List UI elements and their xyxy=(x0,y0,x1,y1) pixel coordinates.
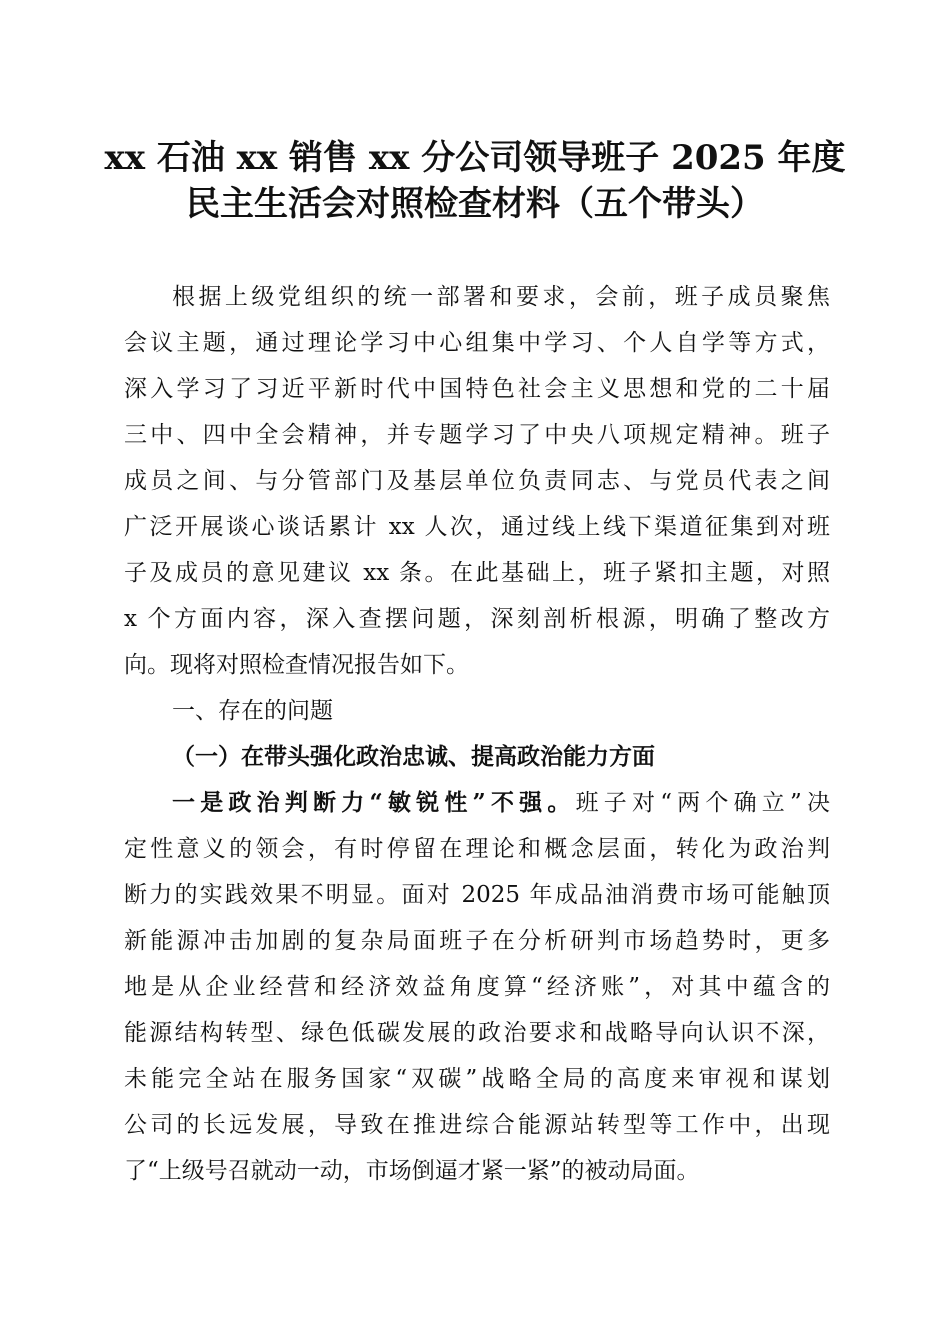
intro-line: 深入学习了习近平新时代中国特色社会主义思想和党的二十届 xyxy=(124,376,830,402)
document-title-line-1: xx 石油 xx 销售 xx 分公司领导班子 2025 年度 xyxy=(104,138,846,178)
point-one-rest: 班子对“两个确立”决 xyxy=(575,790,830,816)
section-heading-problems: 一、存在的问题 xyxy=(172,698,333,724)
intro-line: 根据上级党组织的统一部署和要求，会前，班子成员聚焦 xyxy=(172,284,830,310)
intro-line: 广泛开展谈心谈话累计 xx 人次，通过线上线下渠道征集到对班 xyxy=(124,514,830,540)
point-one-line: 地是从企业经营和经济效益角度算“经济账”，对其中蕴含的 xyxy=(124,974,830,1000)
intro-line: 会议主题，通过理论学习中心组集中学习、个人自学等方式， xyxy=(124,330,830,356)
point-one-line: 了“上级号召就动一动，市场倒逼才紧一紧”的被动局面。 xyxy=(124,1158,700,1184)
point-one-line: 能源结构转型、绿色低碳发展的政治要求和战略导向认识不深， xyxy=(124,1020,830,1046)
intro-line: 向。现将对照检查情况报告如下。 xyxy=(124,652,469,678)
point-one-line: 新能源冲击加剧的复杂局面班子在分析研判市场趋势时，更多 xyxy=(124,928,830,954)
point-one-line: 断力的实践效果不明显。面对 2025 年成品油消费市场可能触顶 xyxy=(124,882,830,908)
point-one-line: 未能完全站在服务国家“双碳”战略全局的高度来审视和谋划 xyxy=(124,1066,830,1092)
document-title-line-2: 民主生活会对照检查材料（五个带头） xyxy=(186,184,764,224)
point-one-lead: 一是政治判断力“敏锐性”不强。 xyxy=(172,789,576,816)
point-one-line: 定性意义的领会，有时停留在理论和概念层面，转化为政治判 xyxy=(124,836,830,862)
subsection-heading-political-loyalty: （一）在带头强化政治忠诚、提高政治能力方面 xyxy=(172,743,655,770)
point-one-line: 公司的长远发展，导致在推进综合能源站转型等工作中，出现 xyxy=(124,1112,830,1138)
intro-line: 子及成员的意见建议 xx 条。在此基础上，班子紧扣主题，对照 xyxy=(124,560,830,586)
intro-line: x 个方面内容，深入查摆问题，深刻剖析根源，明确了整改方 xyxy=(124,606,830,632)
point-one-first-line xyxy=(172,788,830,818)
intro-line: 三中、四中全会精神，并专题学习了中央八项规定精神。班子 xyxy=(124,422,830,448)
intro-line: 成员之间、与分管部门及基层单位负责同志、与党员代表之间 xyxy=(124,468,830,494)
